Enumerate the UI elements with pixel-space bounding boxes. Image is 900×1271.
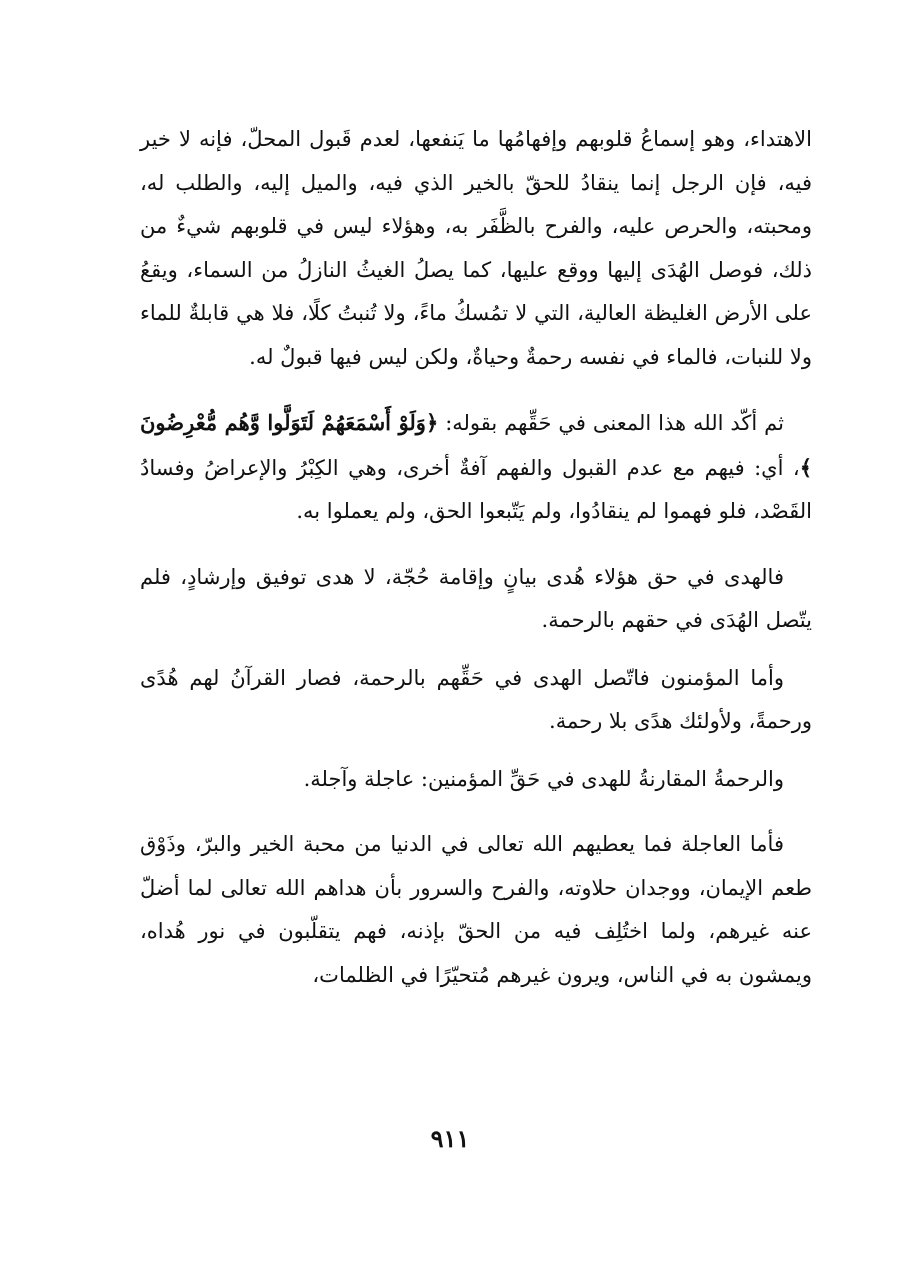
paragraph-3: فالهدى في حق هؤلاء هُدى بيانٍ وإقامة حُجّة، لا هدى توفيق وإرشادٍ، فلم يتّصل الهُدَى في حقهم بالرحمة.	[140, 564, 812, 632]
page-body	[140, 118, 812, 997]
quran-verse: ﴿وَلَوْ أَسْمَعَهُمْ لَتَوَلَّوا وَّهُم مُّعْرِضُونَ ﴾	[140, 410, 812, 480]
paragraph-6: فأما العاجلة فما يعطيهم الله تعالى في الدنيا من محبة الخير والبرّ، وذَوْق طعم الإيمان، ووجدان حلاوته، والفرح والسرور بأن هداهم الله تعالى لما أضلّ عنه غيرهم، ولما اختُلِف فيه من الحقّ بإذنه، فهم يتقلّبون في نور هُداه، ويمشون به في الناس، ويرون غيرهم مُتحيّرًا في الظلمات،	[140, 832, 812, 987]
paragraph-4: وأما المؤمنون فاتّصل الهدى في حَقِّهم بالرحمة، فصار القرآنُ لهم هُدًى ورحمةً، ولأولئك هدًى بلا رحمة.	[140, 665, 812, 733]
paragraph-2	[140, 401, 812, 534]
paragraph-1: الاهتداء، وهو إسماعُ قلوبهم وإفهامُها ما يَنفعها، لعدم قَبول المحلّ، فإنه لا خير فيه، فإن الرجل إنما ينقادُ للحقّ بالخير الذي فيه، والميل إليه، والطلب له، ومحبته، والحرص عليه، والفرح بالظَّفَر به، وهؤلاء ليس في قلوبهم شيءٌ من ذلك، فوصل الهُدَى إليها ووقع عليها، كما يصلُ الغيثُ النازلُ من السماء، ويقعُ على الأرض الغليظة العالية، التي لا تمُسكُ ماءً، ولا تُنبتُ كلًا، فلا هي قابلةٌ للماء ولا للنبات، فالماء في نفسه رحمةٌ وحياةٌ، ولكن ليس فيها قبولٌ له.	[140, 127, 812, 369]
paragraph-2-intro: ثم أكّد الله هذا المعنى في حَقِّهم بقوله:	[438, 411, 784, 435]
paragraph-5: والرحمةُ المقارنةُ للهدى في حَقِّ المؤمنين: عاجلة وآجلة.	[303, 766, 784, 791]
page-number: ٩١١	[430, 1124, 470, 1153]
paragraph-2-rest: ، أي: فيهم مع عدم القبول والفهم آفةٌ أخرى، وهي الكِبْرُ والإعراضُ وفسادُ القَصْد، فلو فهموا لم ينقادُوا، ولم يَتّبعوا الحق، ولم يعملوا به.	[140, 455, 812, 523]
